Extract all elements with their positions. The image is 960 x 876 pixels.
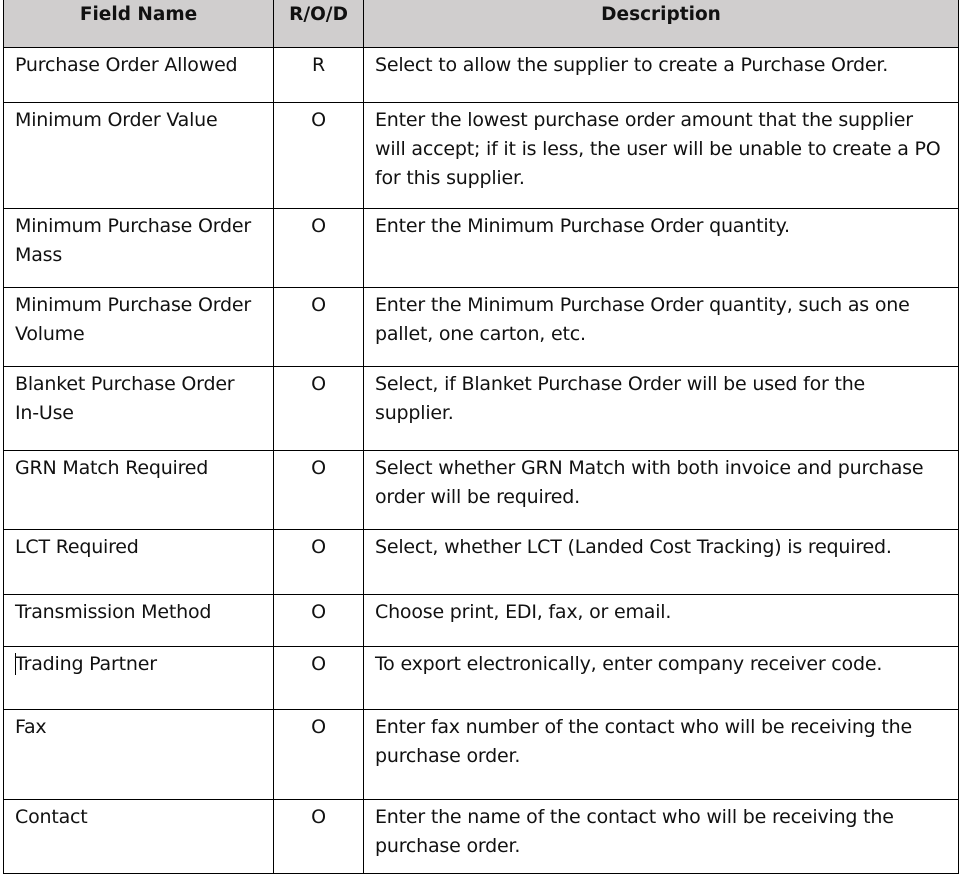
rod-cell: O (274, 208, 364, 287)
description-cell: Select, if Blanket Purchase Order will be used for the supplier. (364, 366, 959, 450)
header-field-name: Field Name (4, 0, 274, 47)
description-cell: To export electronically, enter company receiver code. (364, 646, 959, 709)
rod-cell: O (274, 594, 364, 646)
field-name-cell: Fax (4, 709, 274, 799)
rod-cell: O (274, 799, 364, 873)
description-cell: Select whether GRN Match with both invoice and purchase order will be required. (364, 450, 959, 529)
table-row (4, 208, 959, 287)
field-name-cell: GRN Match Required (4, 450, 274, 529)
field-name-cell: Contact (4, 799, 274, 873)
table-row (4, 799, 959, 873)
header-description: Description (364, 0, 959, 47)
field-name-text: Trading Partner (15, 652, 157, 675)
field-definitions-table (3, 0, 959, 874)
header-rod: R/O/D (274, 0, 364, 47)
rod-cell: O (274, 529, 364, 594)
rod-cell: O (274, 450, 364, 529)
table-row (4, 47, 959, 102)
rod-cell: O (274, 102, 364, 208)
description-cell: Enter the Minimum Purchase Order quantity, such as one pallet, one carton, etc. (364, 287, 959, 366)
table-row (4, 287, 959, 366)
description-cell: Enter the Minimum Purchase Order quantity. (364, 208, 959, 287)
description-cell: Enter the name of the contact who will be receiving the purchase order. (364, 799, 959, 873)
rod-cell: R (274, 47, 364, 102)
field-name-cell: LCT Required (4, 529, 274, 594)
rod-cell: O (274, 646, 364, 709)
rod-cell: O (274, 709, 364, 799)
description-cell: Enter the lowest purchase order amount that the supplier will accept; if it is less, the user will be unable to create a PO for this supplier. (364, 102, 959, 208)
table-row (4, 594, 959, 646)
field-name-cell: Transmission Method (4, 594, 274, 646)
description-cell: Select to allow the supplier to create a Purchase Order. (364, 47, 959, 102)
description-cell: Select, whether LCT (Landed Cost Tracking) is required. (364, 529, 959, 594)
table-row (4, 102, 959, 208)
rod-cell: O (274, 287, 364, 366)
table-row (4, 529, 959, 594)
field-name-cell: Blanket Purchase Order In-Use (4, 366, 274, 450)
description-cell: Choose print, EDI, fax, or email. (364, 594, 959, 646)
field-name-cell: Minimum Order Value (4, 102, 274, 208)
table-row (4, 366, 959, 450)
table-row (4, 709, 959, 799)
field-name-cell: Minimum Purchase Order Mass (4, 208, 274, 287)
table-header (4, 0, 959, 47)
rod-cell: O (274, 366, 364, 450)
field-name-cell-with-cursor[interactable] (4, 646, 274, 709)
field-name-cell: Purchase Order Allowed (4, 47, 274, 102)
table-row (4, 450, 959, 529)
table-row (4, 646, 959, 709)
table-body (4, 47, 959, 873)
field-name-cell: Minimum Purchase Order Volume (4, 287, 274, 366)
description-cell: Enter fax number of the contact who will be receiving the purchase order. (364, 709, 959, 799)
